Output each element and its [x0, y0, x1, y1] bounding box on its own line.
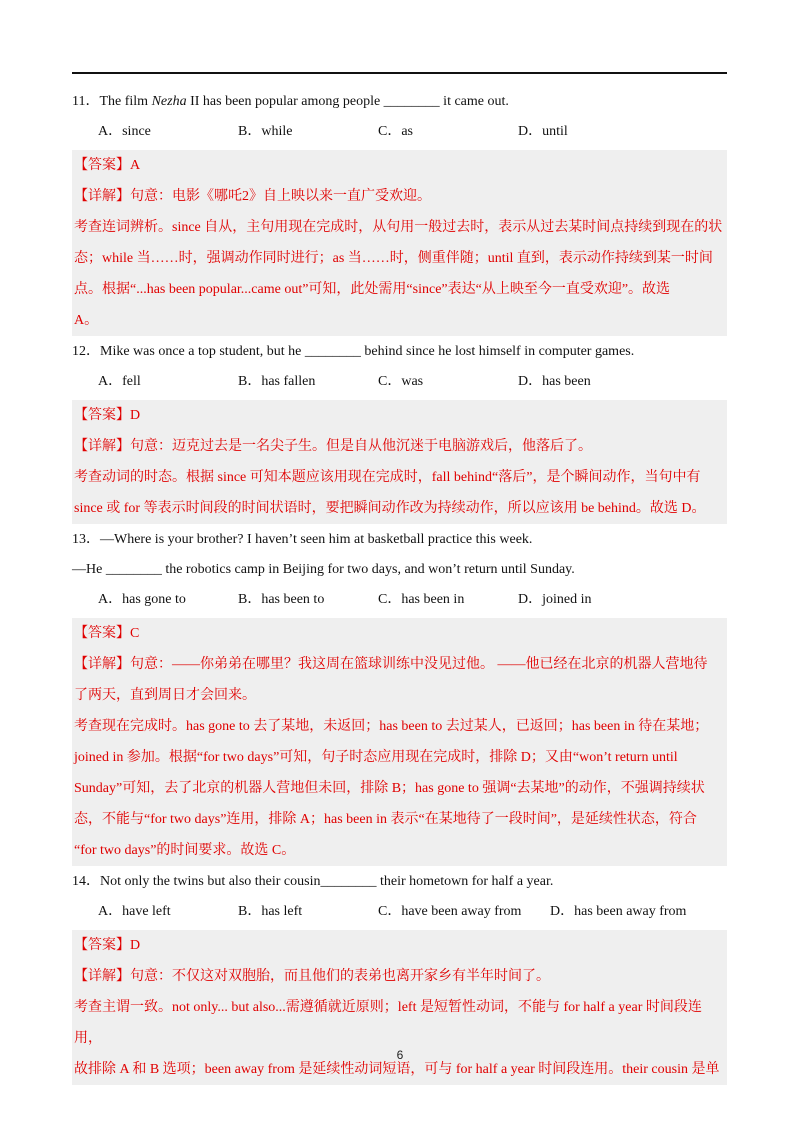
option-a: A．fell: [98, 374, 141, 389]
question-11: [72, 92, 727, 336]
answer-block: [72, 400, 727, 524]
detail-line: since 或 for 等表示时间段的时间状语时，要把瞬间动作改为持续动作，所以应该用 be behind。故选 D。: [74, 501, 706, 516]
detail-line: joined in 参加。根据“for two days”可知，句子时态应用现在完成时，排除 D；又由“won’t return until: [74, 750, 678, 765]
detail-line: A。: [74, 313, 99, 328]
option-a: A．since: [98, 124, 151, 139]
option-a: A．have left: [98, 904, 171, 919]
question-stem: 11．The film Nezha II has been popular among people ________ it came out.: [72, 94, 509, 109]
detail-line: 考查连词辨析。since 自从，主句用现在完成时，从句用一般过去时，表示从过去某时间点持续到现在的状: [74, 220, 723, 235]
question-12: [72, 342, 727, 524]
option-d: D．has been away from: [550, 904, 687, 919]
option-d: D．until: [518, 124, 568, 139]
detail-line: 【详解】句意：——你弟弟在哪里？我这周在篮球训练中没见过他。 ——他已经在北京的机器人营地待: [74, 657, 708, 672]
question-stem-reply: —He ________ the robotics camp in Beijing for two days, and won’t return until Sunday.: [72, 562, 575, 577]
option-b: B．has been to: [238, 592, 325, 607]
option-c: C．as: [378, 124, 413, 139]
detail-line: 【详解】句意：迈克过去是一名尖子生。但是自从他沉迷于电脑游戏后，他落后了。: [74, 439, 592, 454]
detail-line: 【详解】句意：电影《哪吒2》自上映以来一直广受欢迎。: [74, 189, 431, 204]
option-d: D．has been: [518, 374, 591, 389]
options-row: [98, 122, 727, 142]
detail-line: 考查主谓一致。not only... but also...需遵循就近原则；left 是短暂性动词，不能与 for half a year 时间段连用，: [74, 1000, 702, 1046]
answer-line: 【答案】D: [74, 408, 141, 423]
options-row: [98, 902, 727, 922]
detail-line: 点。根据“...has been popular...came out”可知，此处需用“since”表达“从上映至今一直受欢迎”。故选: [74, 282, 671, 297]
answer-line: 【答案】D: [74, 938, 141, 953]
detail-line: 【详解】句意：不仅这对双胞胎，而且他们的表弟也离开家乡有半年时间了。: [74, 969, 550, 984]
answer-line: 【答案】A: [74, 158, 141, 173]
option-c: C．have been away from: [378, 904, 522, 919]
option-b: B．has left: [238, 904, 303, 919]
option-c: C．was: [378, 374, 424, 389]
options-row: [98, 590, 727, 610]
option-c: C．has been in: [378, 592, 465, 607]
page-number: 6: [396, 1048, 404, 1062]
answer-block: [72, 618, 727, 866]
options-row: [98, 372, 727, 392]
question-13: [72, 530, 727, 866]
header-rule: [72, 72, 727, 74]
option-a: A．has gone to: [98, 592, 186, 607]
detail-line: Sunday”可知，去了北京的机器人营地但未回，排除 B；has gone to 强调“去某地”的动作，不强调持续状: [74, 781, 705, 796]
question-stem: 13．—Where is your brother? I haven’t seen him at basketball practice this week.: [72, 532, 533, 547]
detail-line: “for two days”的时间要求。故选 C。: [74, 843, 296, 858]
detail-line: 考查动词的时态。根据 since 可知本题应该用现在完成时，fall behind“落后”，是个瞬间动作，当句中有: [74, 470, 701, 485]
question-stem: 12．Mike was once a top student, but he ________ behind since he lost himself in computer games.: [72, 344, 635, 359]
film-title: Nezha: [151, 94, 187, 109]
detail-line: 考查现在完成时。has gone to 去了某地，未返回；has been to 去过某人，已返回；has been in 待在某地；: [74, 719, 709, 734]
detail-line: 故排除 A 和 B 选项；been away from 是延续性动词短语，可与 for half a year 时间段连用。their cousin 是单: [74, 1062, 720, 1077]
answer-line: 【答案】C: [74, 626, 140, 641]
detail-line: 了两天，直到周日才会回来。: [74, 688, 256, 703]
question-stem: 14．Not only the twins but also their cousin________ their hometown for half a year.: [72, 874, 554, 889]
option-d: D．joined in: [518, 592, 592, 607]
option-b: B．while: [238, 124, 293, 139]
detail-line: 态；while 当……时，强调动作同时进行；as 当……时，侧重伴随；until 直到，表示动作持续到某一时间: [74, 251, 713, 266]
detail-line: 态，不能与“for two days”连用，排除 A；has been in 表示“在某地待了一段时间”，是延续性状态，符合: [74, 812, 697, 827]
option-b: B．has fallen: [238, 374, 316, 389]
question-page: [72, 92, 727, 1091]
answer-block: [72, 150, 727, 336]
